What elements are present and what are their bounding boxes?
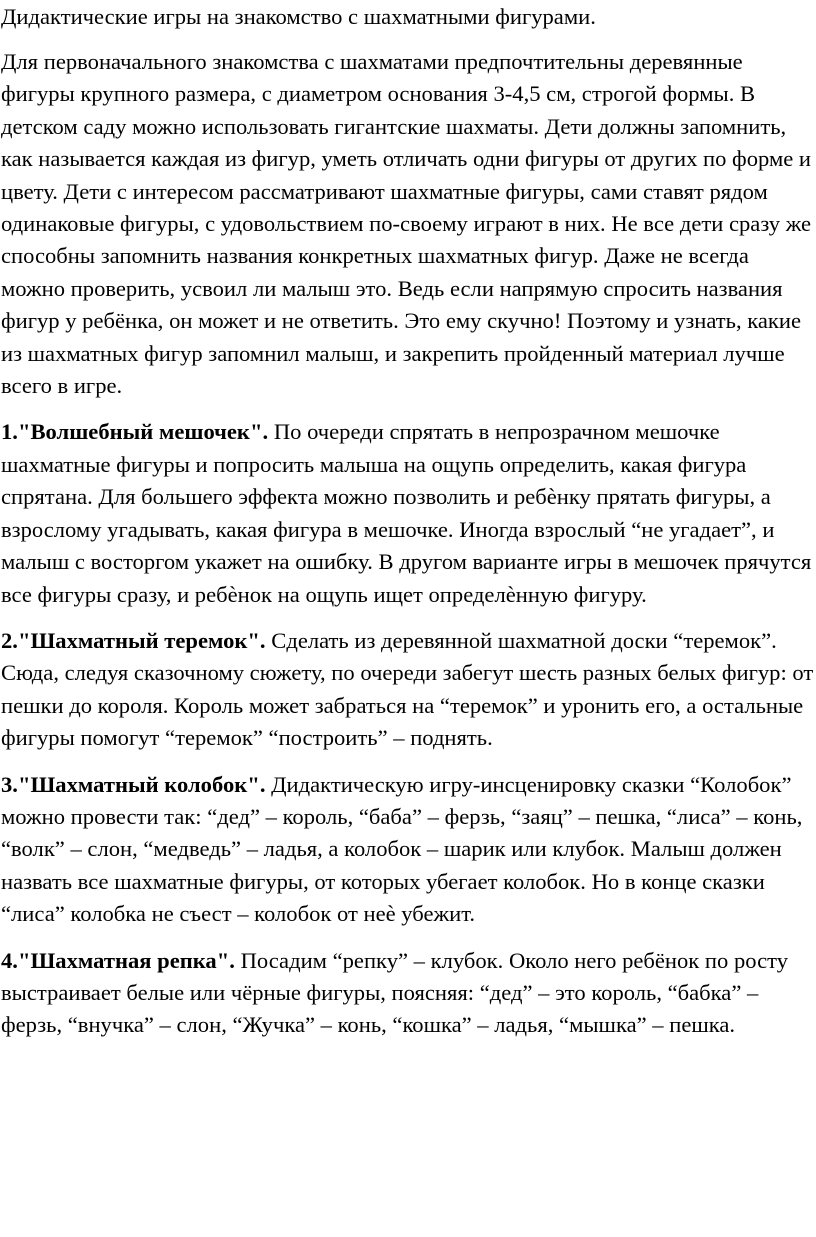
intro-paragraph: Для первоначального знакомства с шахматами предпочтительны деревянные фигуры крупного размера, с диаметром основания 3-4,5 см, строгой формы. В детском саду можно использовать гигантские шахматы. Дети должны запомнить, как называется каждая из фигур, уметь отличать одни фигуры от других по форме и цвету. Дети с интересом рассматривают шахматные фигуры, сами ставят рядом одинаковые фигуры, с удовольствием по-своему играют в них. Не все дети сразу же способны запомнить названия конкретных шахматных фигур. Даже не всегда можно проверить, усвоил ли малыш это. Ведь если напрямую спросить названия фигур у ребёнка, он может и не ответить. Это ему скучно! Поэтому и узнать, какие из шахматных фигур запомнил малыш, и закрепить пройденный материал лучше всего в игре. <box>1 49 812 399</box>
game-1-paragraph <box>1 416 814 610</box>
game-4-text: Посадим “репку” – клубок. Около него ребёнок по росту выстраивает белые или чёрные фигуры, поясняя: “дед” – это король, “бабка” – ферзь, “внучка” – слон, “Жучка” – конь, “кошка” – ладья, “мышка” – пешка. <box>1 947 789 1038</box>
game-2-text: Сделать из деревянной шахматной доски “теремок”. Сюда, следуя сказочному сюжету, по очереди забегут шесть разных белых фигур: от пешки до короля. Король может забраться на “теремок” и уронить его, а остальные фигуры помогут “теремок” “построить” – поднять. <box>1 627 814 751</box>
game-4-title: 4."Шахматная репка". <box>1 947 235 973</box>
game-3-text: Дидактическую игру-инсценировку сказки “Колобок” можно провести так: “дед” – король, “баба” – ферзь, “заяц” – пешка, “лиса” – конь, “волк” – слон, “медведь” – ладья, а колобок – шарик или клубок. Малыш должен назвать все шахматные фигуры, от которых убегает колобок. Но в конце сказки “лиса” колобка не съест – колобок от неѐ убежит. <box>1 771 803 927</box>
game-1-text: По очереди спрятать в непрозрачном мешочке шахматные фигуры и попросить малыша на ощупь определить, какая фигура спрятана. Для большего эффекта можно позволить и ребѐнку прятать фигуры, а взрослому угадывать, какая фигура в мешочке. Иногда взрослый “не угадает”, и малыш с восторгом укажет на ошибку. В другом варианте игры в мешочек прячутся все фигуры сразу, и ребѐнок на ощупь ищет определѐнную фигуру. <box>1 419 812 607</box>
document-title: Дидактические игры на знакомство с шахматными фигурами. <box>1 4 596 29</box>
game-3-paragraph <box>1 769 814 931</box>
game-3-title: 3."Шахматный колобок". <box>1 771 266 797</box>
game-1-title: 1."Волшебный мешочек". <box>1 419 269 445</box>
game-4-paragraph <box>1 945 814 1042</box>
game-2-title: 2."Шахматный теремок". <box>1 627 266 653</box>
game-2-paragraph <box>1 625 814 755</box>
